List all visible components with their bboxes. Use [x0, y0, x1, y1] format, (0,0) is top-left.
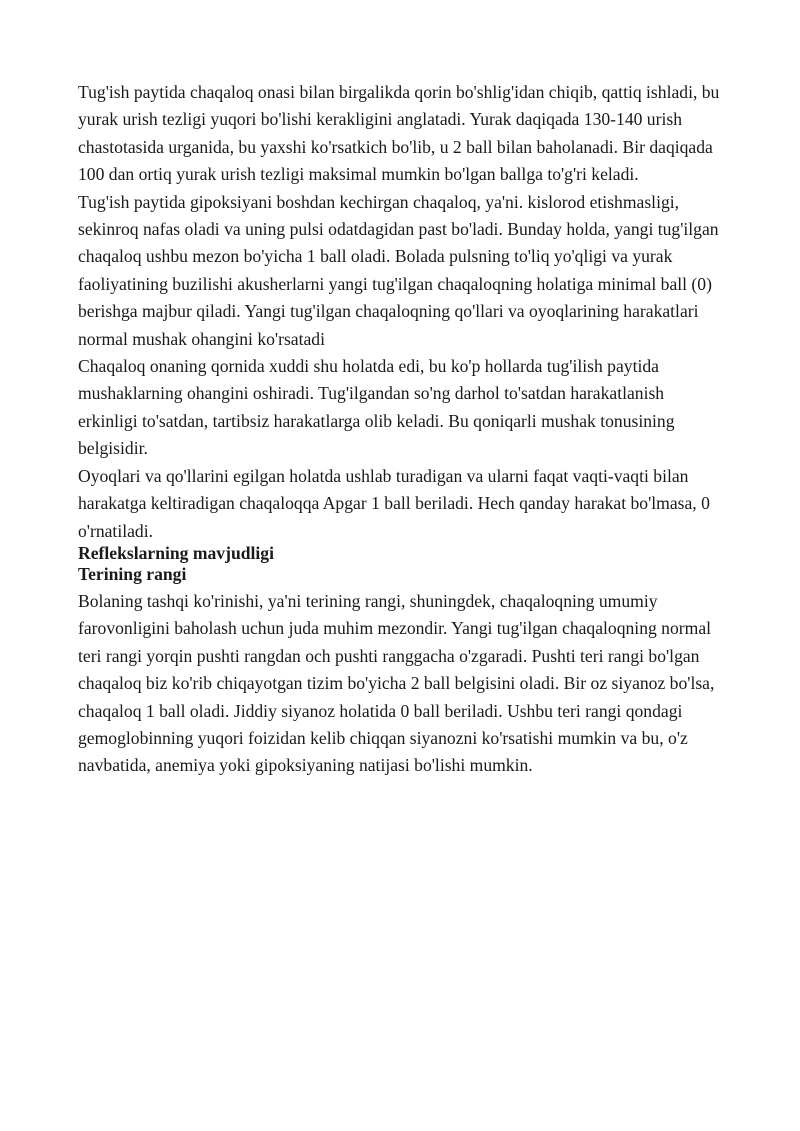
- paragraph-skin-color: Bolaning tashqi ko'rinishi, ya'ni terining rangi, shuningdek, chaqaloqning umumiy farovonligini baholash uchun juda muhim mezondir. Yangi tug'ilgan chaqaloqning normal teri rangi yorqin pushti rangdan och pushti ranggacha o'zgaradi. Pushti teri rangi bo'lgan chaqaloq biz ko'rib chiqayotgan tizim bo'yicha 2 ball belgisini oladi. Bir oz siyanoz bo'lsa, chaqaloq 1 ball oladi. Jiddiy siyanoz holatida 0 ball beriladi. Ushbu teri rangi qondagi gemoglobinning yuqori foizidan kelib chiqqan siyanozni ko'rsatishi mumkin va bu, o'z navbatida, anemiya yoki gipoksiyaning natijasi bo'lishi mumkin.: [78, 590, 715, 776]
- paragraph-hypoxia: Tug'ish paytida gipoksiyani boshdan kechirgan chaqaloq, ya'ni. kislorod etishmasligi, sekinroq nafas oladi va uning pulsi odatdagidan past bo'ladi. Bunday holda, yangi tug'ilgan chaqaloq ushbu mezon bo'yicha 1 ball oladi. Bolada pulsning to'liq yo'qligi va yurak faoliyatining buzilishi akusherlarni yangi tug'ilgan chaqaloqning holatiga minimal ball (0) berishga majbur qiladi. Yangi tug'ilgan chaqaloqning qo'llari va oyoqlarining harakatlari normal mushak ohangini ko'rsatadi: [78, 191, 719, 349]
- heading-reflexes: Reflekslarning mavjudligi: [78, 542, 274, 563]
- paragraph-muscle-tone: Chaqaloq onaning qornida xuddi shu holatda edi, bu ko'p hollarda tug'ilish paytida mushaklarning ohangini oshiradi. Tug'ilgandan so'ng darhol to'satdan harakatlanish erkinligi to'satdan, tartibsiz harakatlarga olib keladi. Bu qoniqarli mushak tonusining belgisidir.: [78, 356, 675, 459]
- paragraph-limb-movement: Oyoqlari va qo'llarini egilgan holatda ushlab turadigan va ularni faqat vaqti-vaqti bilan harakatga keltiradigan chaqaloqqa Apgar 1 ball beriladi. Hech qanday harakat bo'lmasa, 0 o'rnatiladi.: [78, 465, 710, 541]
- paragraph-heart-rate: Tug'ish paytida chaqaloq onasi bilan birgalikda qorin bo'shlig'idan chiqib, qattiq ishladi, bu yurak urish tezligi yuqori bo'lishi kerakligini anglatadi. Yurak daqiqada 130-140 urish chastotasida urganida, bu yaxshi ko'rsatkich bo'lib, u 2 ball bilan baholanadi. Bir daqiqada 100 dan ortiq yurak urish tezligi maksimal mumkin bo'lgan ballga to'g'ri keladi.: [78, 82, 720, 185]
- document-page: [78, 79, 728, 780]
- heading-skin-color: Terining rangi: [78, 563, 187, 584]
